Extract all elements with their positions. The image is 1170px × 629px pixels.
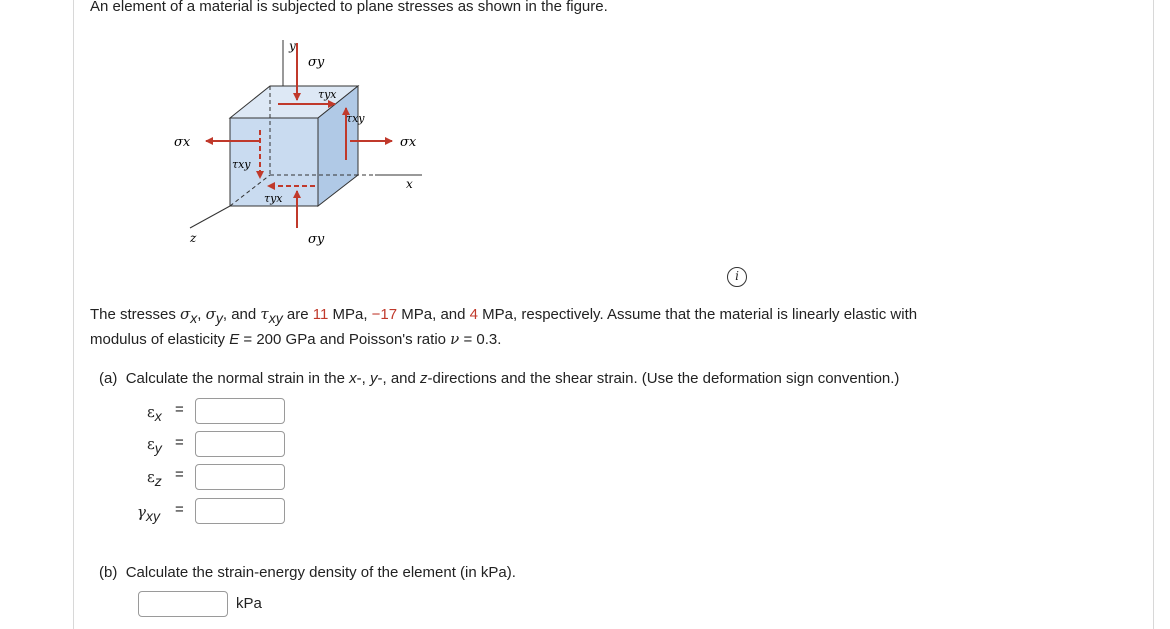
problem-line-2: modulus of elasticity E = 200 GPa and Poisson's ratio ν = 0.3. bbox=[90, 330, 502, 348]
info-icon[interactable]: i bbox=[727, 267, 747, 287]
intro-text: An element of a material is subjected to plane stresses as shown in the figure. bbox=[90, 0, 608, 15]
sigma-y-bottom-label: σy bbox=[308, 232, 325, 247]
z-axis-line bbox=[190, 206, 230, 228]
sigma-x-left-label: σx bbox=[174, 135, 191, 150]
epsilon-x-input[interactable] bbox=[195, 398, 285, 424]
part-a-prompt: (a) Calculate the normal strain in the x-, y-, and z-directions and the shear strain. (Use the deformation sign convention.) bbox=[99, 370, 900, 387]
sigma-x-right-label: σx bbox=[400, 135, 417, 150]
y-axis-label: y bbox=[289, 39, 296, 53]
tau-yx-bottom-label: τyx bbox=[264, 192, 283, 205]
equals-sign: = bbox=[175, 401, 184, 418]
part-b-prompt: (b) Calculate the strain-energy density of the element (in kPa). bbox=[99, 564, 516, 581]
tau-xy-front-label: τxy bbox=[232, 158, 251, 171]
equals-sign: = bbox=[175, 501, 184, 518]
epsilon-y-label: $\varepsilon_y$ bbox=[147, 435, 162, 456]
sigma-x-value: 11 bbox=[312, 306, 329, 323]
kpa-unit-label: kPa bbox=[236, 595, 262, 612]
x-axis-label: x bbox=[406, 177, 413, 191]
sigma-y-top-label: σy bbox=[308, 55, 325, 70]
tau-yx-top-label: τyx bbox=[318, 88, 337, 101]
tau-xy-right-label: τxy bbox=[346, 112, 365, 125]
strain-energy-input[interactable] bbox=[138, 591, 228, 617]
epsilon-x-label: $\varepsilon_x$ bbox=[147, 403, 162, 424]
epsilon-z-label: $\varepsilon_z$ bbox=[147, 468, 162, 489]
epsilon-z-input[interactable] bbox=[195, 464, 285, 490]
equals-sign: = bbox=[175, 434, 184, 451]
z-axis-label: z bbox=[190, 231, 197, 245]
gamma-xy-label: $\gamma_{xy}$ bbox=[137, 503, 160, 524]
equals-sign: = bbox=[175, 466, 184, 483]
tau-xy-value: 4 bbox=[469, 306, 479, 323]
epsilon-y-input[interactable] bbox=[195, 431, 285, 457]
problem-line-1: The stresses $\sigma_x$, $\sigma_y$, and $\tau_{xy}$ are 11 MPa, −17 MPa, and 4 MPa, respectively. Assume that the material is linearly elastic with bbox=[90, 305, 918, 326]
stress-element-figure bbox=[160, 38, 460, 258]
sigma-y-value: −17 bbox=[371, 306, 398, 323]
gamma-xy-input[interactable] bbox=[195, 498, 285, 524]
